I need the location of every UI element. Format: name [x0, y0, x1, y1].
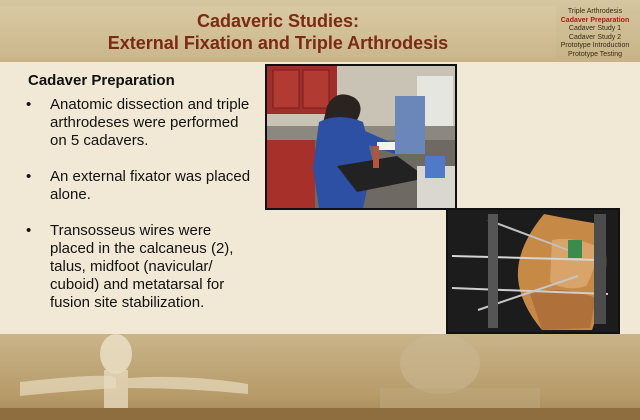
bullet-text: Transosseus wires were placed in the calcaneus (2), talus, midfoot (navicular/ cuboid) and metatarsal for fusion site stabilization. [50, 222, 234, 311]
nav-item-cadaver-study-2[interactable]: Cadaver Study 2 [568, 33, 622, 41]
bullet-item [26, 96, 258, 150]
footer-bar [0, 408, 640, 420]
ankle-wire-fixation-photo [446, 208, 620, 334]
bullet-dot-icon: • [26, 96, 32, 113]
nav-item-cadaver-study-1[interactable]: Cadaver Study 1 [568, 25, 622, 33]
nav-item-prototype-introduction[interactable]: Prototype Introduction [560, 42, 630, 50]
slide-title [0, 10, 556, 54]
nav-item-triple-arthrodesis[interactable]: Triple Arthrodesis [567, 8, 623, 15]
section-heading: Cadaver Preparation [28, 72, 175, 89]
bullet-text: Anatomic dissection and triple arthrodeses were performed on 5 cadavers. [50, 96, 250, 149]
title-line-1: Cadaveric Studies: [196, 11, 360, 31]
bullet-dot-icon: • [26, 222, 32, 239]
lab-dissection-photo [265, 64, 457, 210]
bullet-text: An external fixator was placed alone. [50, 168, 251, 203]
nav-item-prototype-testing[interactable]: Prototype Testing [568, 50, 622, 58]
nav-item-cadaver-preparation[interactable]: Cadaver Preparation [560, 16, 630, 24]
bullet-dot-icon: • [26, 168, 32, 185]
bullet-list [26, 96, 258, 330]
title-line-2: External Fixation and Triple Arthrodesis [107, 33, 449, 53]
title-bar [0, 0, 640, 62]
slide-content [0, 62, 640, 334]
bullet-item [26, 222, 258, 312]
bullet-item [26, 168, 258, 204]
decorative-footer [0, 334, 640, 420]
section-nav [554, 8, 636, 60]
